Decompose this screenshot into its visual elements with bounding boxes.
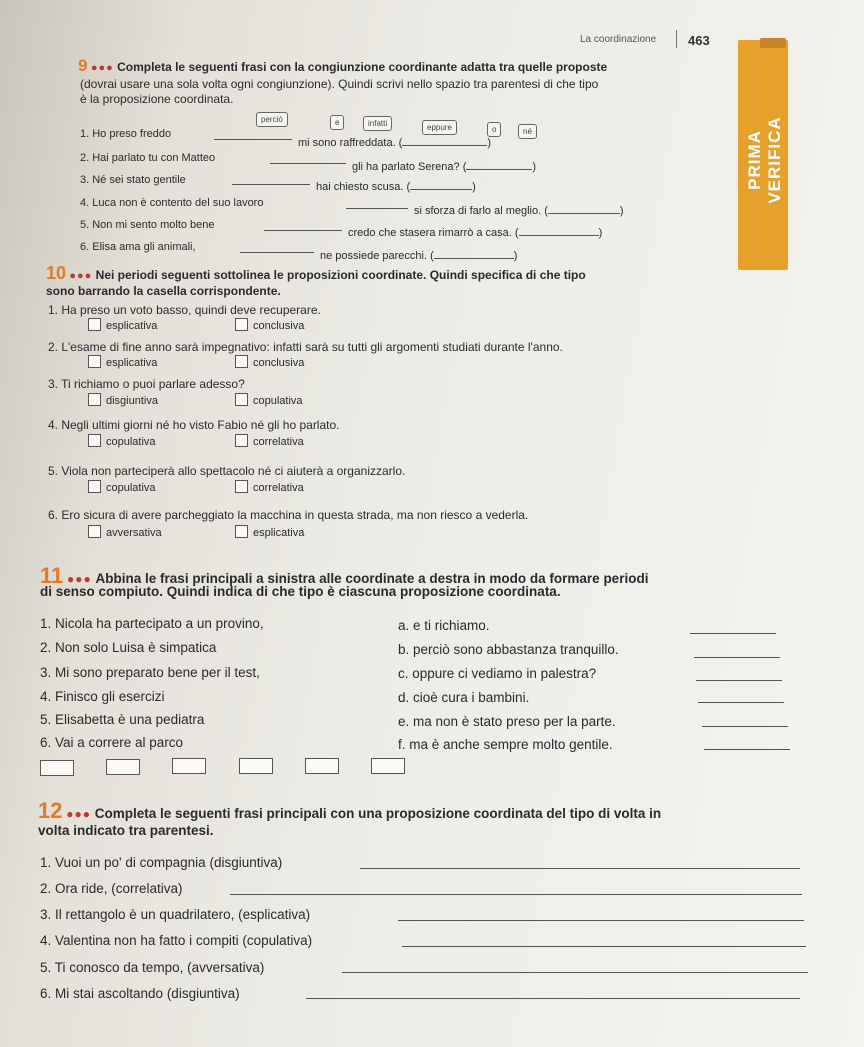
ex11-answer-box-5[interactable] <box>305 758 339 774</box>
ex11-right-a-blank[interactable] <box>690 633 776 634</box>
ex9-item-6-right: ne possiede parecchi. ( ) <box>320 250 518 262</box>
ex9-item-3-left: 3. Né sei stato gentile <box>80 174 186 186</box>
ex12-instruction-line-1 <box>38 798 661 824</box>
ex9-difficulty: ●●● <box>90 62 114 74</box>
ex10-item-3-text: 3. Ti richiamo o puoi parlare adesso? <box>48 377 245 391</box>
side-band-label: PRIMA VERIFICA <box>745 116 784 204</box>
ex10-item-5-text: 5. Viola non parteciperà allo spettacolo né ci aiuterà a organizzarlo. <box>48 464 406 478</box>
ex9-item-1-type-blank[interactable] <box>402 145 487 146</box>
ex12-item-2: 2. Ora ride, (correlativa) <box>40 881 183 896</box>
ex12-item-5-blank[interactable] <box>342 972 808 973</box>
ex9-item-1-left: 1. Ho preso freddo <box>80 128 172 140</box>
ex11-right-a: a. e ti richiamo. <box>398 618 490 633</box>
checkbox[interactable] <box>88 393 101 406</box>
ex9-item-3-type-blank[interactable] <box>410 189 472 190</box>
ex11-answer-box-6[interactable] <box>371 758 405 774</box>
ex10-item-3-option-a[interactable]: disgiuntiva <box>88 393 158 408</box>
ex9-item-6-left: 6. Elisa ama gli animali, <box>80 241 196 253</box>
ex10-item-2-option-a[interactable]: esplicativa <box>88 355 157 370</box>
checkbox[interactable] <box>235 480 248 493</box>
ex9-item-6-blank[interactable] <box>240 252 314 253</box>
ex11-right-e: e. ma non è stato preso per la parte. <box>398 714 616 729</box>
ex10-difficulty: ●●● <box>69 270 93 282</box>
ex11-right-d-blank[interactable] <box>698 702 784 703</box>
ex11-right-d: d. cioè cura i bambini. <box>398 690 530 705</box>
word-box-4: eppure <box>422 120 457 135</box>
ex10-number: 10 <box>46 263 67 283</box>
ex11-answer-box-4[interactable] <box>239 758 273 774</box>
ex11-left-1: 1. Nicola ha partecipato a un provino, <box>40 616 264 631</box>
ex10-item-6-text: 6. Ero sicura di avere parcheggiato la macchina in questa strada, ma non riesco a vederla. <box>48 508 529 522</box>
ex9-instruction-3: è la proposizione coordinata. <box>80 92 234 106</box>
ex11-difficulty: ●●● <box>67 572 92 586</box>
ex9-item-5-right: credo che stasera rimarrò a casa. ( ) <box>348 227 603 239</box>
ex10-item-4-option-a[interactable]: copulativa <box>88 434 156 449</box>
ex11-number: 11 <box>40 563 64 588</box>
ex10-item-2-option-b[interactable]: conclusiva <box>235 355 304 370</box>
ex12-item-3: 3. Il rettangolo è un quadrilatero, (esplicativa) <box>40 907 311 922</box>
ex10-instruction-2: sono barrando la casella corrispondente. <box>46 284 281 298</box>
ex10-item-3-option-b[interactable]: copulativa <box>235 393 303 408</box>
ex11-left-4: 4. Finisco gli esercizi <box>40 689 165 704</box>
ex10-item-6-option-a[interactable]: avversativa <box>88 525 162 540</box>
ex9-item-2-left: 2. Hai parlato tu con Matteo <box>80 152 216 164</box>
ex11-answer-box-1[interactable] <box>40 760 74 776</box>
checkbox[interactable] <box>88 434 101 447</box>
ex11-left-5: 5. Elisabetta è una pediatra <box>40 712 205 727</box>
ex9-item-4-type-blank[interactable] <box>548 213 620 214</box>
ex10-item-5-option-a[interactable]: copulativa <box>88 480 156 495</box>
checkbox[interactable] <box>88 525 101 538</box>
checkbox[interactable] <box>235 434 248 447</box>
checkbox[interactable] <box>88 480 101 493</box>
ex12-item-3-blank[interactable] <box>398 920 804 921</box>
ex9-item-5-left: 5. Non mi sento molto bene <box>80 219 215 231</box>
header-divider <box>676 30 677 48</box>
word-box-1: perciò <box>256 112 288 127</box>
checkbox[interactable] <box>235 393 248 406</box>
ex10-instruction-1: Nei periodi seguenti sottolinea le proposizioni coordinate. Quindi specifica di che tipo <box>95 268 586 282</box>
ex9-item-6-type-blank[interactable] <box>434 258 514 259</box>
ex12-item-1-blank[interactable] <box>360 868 800 869</box>
ex12-item-4: 4. Valentina non ha fatto i compiti (copulativa) <box>40 933 313 948</box>
ex11-right-c-blank[interactable] <box>696 680 782 681</box>
ex11-left-2: 2. Non solo Luisa è simpatica <box>40 640 217 655</box>
ex9-item-4-right: si sforza di farlo al meglio. ( ) <box>414 205 624 217</box>
ex12-number: 12 <box>38 798 63 823</box>
ex9-item-2-right: gli ha parlato Serena? ( ) <box>352 161 537 173</box>
ex9-item-2-type-blank[interactable] <box>466 169 532 170</box>
ex9-item-3-blank[interactable] <box>232 184 310 185</box>
ex12-item-2-blank[interactable] <box>230 894 802 895</box>
section-header: La coordinazione <box>580 34 657 45</box>
ex11-right-f: f. ma è anche sempre molto gentile. <box>398 737 613 752</box>
ex11-right-e-blank[interactable] <box>702 726 788 727</box>
ex10-item-1-text: 1. Ha preso un voto basso, quindi deve recuperare. <box>48 303 321 317</box>
ex11-instruction-2: di senso compiuto. Quindi indica di che tipo è ciascuna proposizione coordinata. <box>40 584 561 599</box>
ex9-instruction-1: Completa le seguenti frasi con la congiunzione coordinante adatta tra quelle proposte <box>117 60 608 74</box>
ex9-item-1-blank[interactable] <box>214 139 292 140</box>
ex11-answer-box-3[interactable] <box>172 758 206 774</box>
side-tab <box>760 38 786 48</box>
checkbox[interactable] <box>235 355 248 368</box>
ex11-answer-box-2[interactable] <box>106 759 140 775</box>
ex11-right-b-blank[interactable] <box>694 657 780 658</box>
ex12-item-6-blank[interactable] <box>306 998 800 999</box>
checkbox[interactable] <box>88 318 101 331</box>
ex10-item-4-text: 4. Negli ultimi giorni né ho visto Fabio né gli ho parlato. <box>48 418 340 432</box>
ex10-item-6-option-b[interactable]: esplicativa <box>235 525 304 540</box>
ex9-instruction-line-1 <box>78 58 607 76</box>
ex12-item-5: 5. Ti conosco da tempo, (avversativa) <box>40 960 265 975</box>
ex12-item-4-blank[interactable] <box>402 946 806 947</box>
ex10-item-1-option-b[interactable]: conclusiva <box>235 318 304 333</box>
ex10-item-1-option-a[interactable]: esplicativa <box>88 318 157 333</box>
ex9-item-5-blank[interactable] <box>264 230 342 231</box>
checkbox[interactable] <box>88 355 101 368</box>
ex9-item-5-type-blank[interactable] <box>519 235 599 236</box>
ex12-item-1: 1. Vuoi un po' di compagnia (disgiuntiva) <box>40 855 283 870</box>
ex9-instruction-2: (dovrai usare una sola volta ogni congiunzione). Quindi scrivi nello spazio tra parentesi di che tipo <box>80 77 599 91</box>
word-box-3: infatti <box>363 116 392 131</box>
ex10-item-4-option-b[interactable]: correlativa <box>235 434 304 449</box>
checkbox[interactable] <box>235 525 248 538</box>
ex11-left-6: 6. Vai a correre al parco <box>40 735 184 750</box>
ex9-item-4-blank[interactable] <box>346 208 408 209</box>
page-number: 463 <box>688 33 710 48</box>
ex12-item-6: 6. Mi stai ascoltando (disgiuntiva) <box>40 986 240 1001</box>
ex10-item-5-option-b[interactable]: correlativa <box>235 480 304 495</box>
ex12-instruction-1: Completa le seguenti frasi principali con una proposizione coordinata del tipo di volta in <box>94 806 662 821</box>
ex9-item-4-left: 4. Luca non è contento del suo lavoro <box>80 197 264 209</box>
ex10-item-2-text: 2. L'esame di fine anno sarà impegnativo: infatti sarà su tutti gli argomenti studiati durante l'anno. <box>48 340 563 354</box>
word-box-2: e <box>330 115 344 130</box>
ex12-difficulty: ●●● <box>66 807 91 821</box>
checkbox[interactable] <box>235 318 248 331</box>
word-box-5: o <box>487 122 501 137</box>
ex11-left-3: 3. Mi sono preparato bene per il test, <box>40 665 260 680</box>
word-box-6: né <box>518 124 537 139</box>
ex11-right-c: c. oppure ci vediamo in palestra? <box>398 666 597 681</box>
ex11-right-b: b. perciò sono abbastanza tranquillo. <box>398 642 619 657</box>
ex9-number: 9 <box>78 56 88 75</box>
ex9-item-2-blank[interactable] <box>270 163 346 164</box>
ex11-right-f-blank[interactable] <box>704 749 790 750</box>
ex10-instruction-line-1 <box>46 263 586 284</box>
ex11-instruction-1: Abbina le frasi principali a sinistra alle coordinate a destra in modo da formare periodi <box>95 571 649 586</box>
ex9-item-3-right: hai chiesto scusa. ( ) <box>316 181 476 193</box>
ex12-instruction-2: volta indicato tra parentesi. <box>38 823 214 838</box>
ex9-item-1-right: mi sono raffreddata. ( ) <box>298 137 492 149</box>
